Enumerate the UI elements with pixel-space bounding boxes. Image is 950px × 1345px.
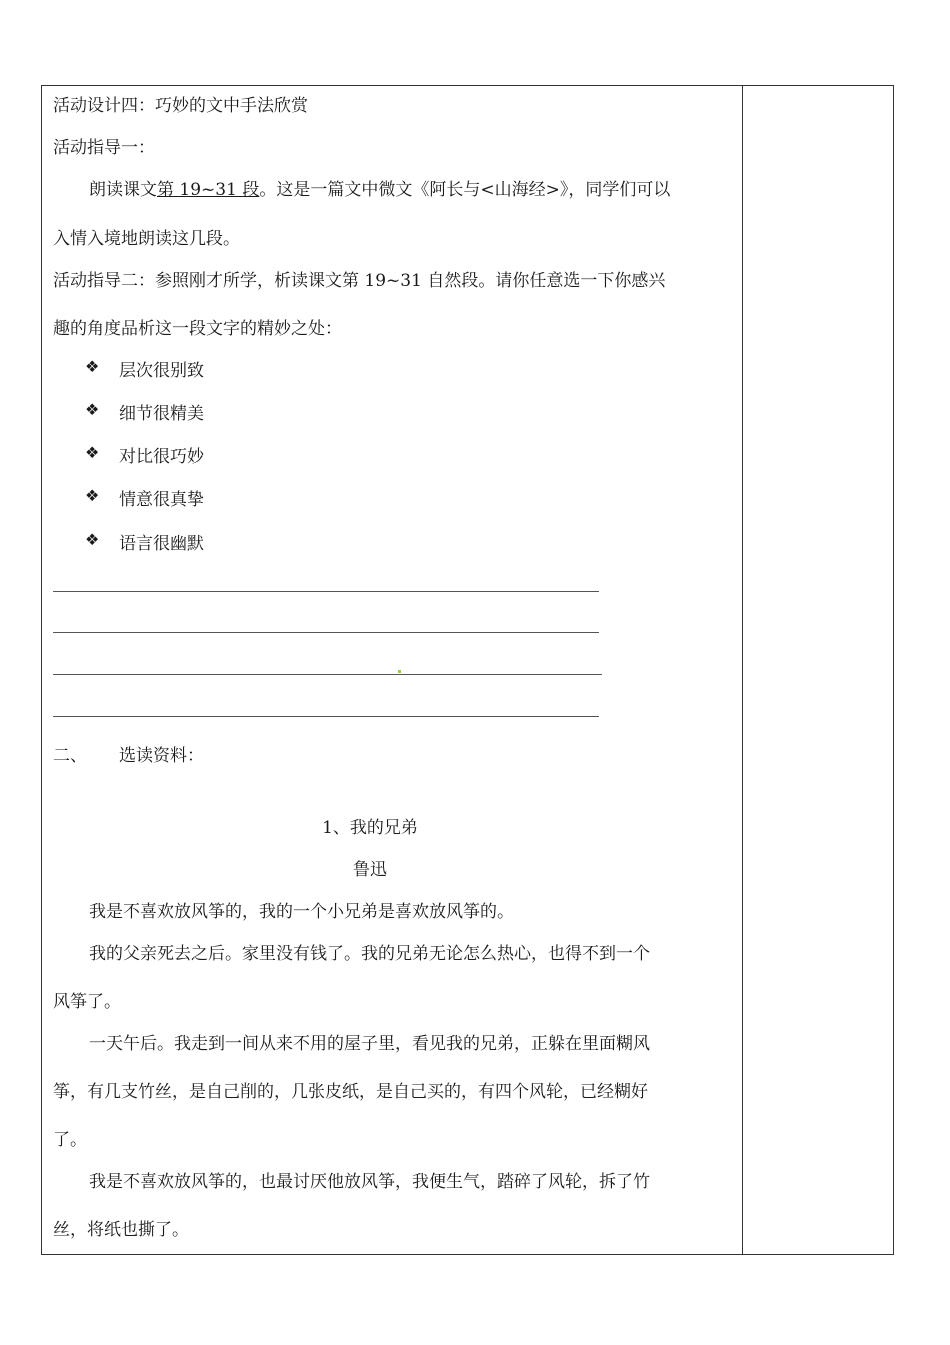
answer-line: [53, 632, 599, 633]
guide2-line1: 活动指导二：参照刚才所学，析读课文第 19~31 自然段。请你任意选一下你感兴: [53, 271, 666, 291]
answer-line: [53, 674, 602, 675]
reading-title: 1、我的兄弟: [322, 818, 418, 838]
bullet-item: 层次很别致: [119, 361, 204, 381]
reading-author: 鲁迅: [353, 860, 387, 880]
bullet-icon: ❖: [85, 530, 100, 549]
bullet-icon: ❖: [85, 357, 100, 376]
guide1-post: 。这是一篇文中微文《阿长与<山海经>》，同学们可以: [259, 180, 671, 200]
guide1-pre: 朗读课文: [89, 180, 157, 200]
answer-line: [53, 716, 599, 717]
paragraph-range: 第 19~31 段: [157, 180, 260, 200]
bullet-item: 情意很真挚: [119, 490, 204, 510]
bullet-icon: ❖: [85, 400, 100, 419]
reading-p2-line1: 我的父亲死去之后。家里没有钱了。我的兄弟无论怎么热心，也得不到一个: [89, 944, 650, 964]
bullet-icon: ❖: [85, 443, 100, 462]
section2-number: 二、: [53, 746, 87, 766]
answer-line: [53, 591, 599, 592]
guide1-label: 活动指导一：: [53, 138, 155, 158]
reading-p4-line1: 我是不喜欢放风筝的，也最讨厌他放风筝，我便生气，踏碎了风轮，拆了竹: [89, 1172, 650, 1192]
reading-p4-line2: 丝，将纸也撕了。: [53, 1220, 189, 1240]
reading-p2-line2: 风筝了。: [53, 992, 121, 1012]
section2-title: 选读资料：: [119, 746, 204, 766]
guide2-line2: 趣的角度品析这一段文字的精妙之处：: [53, 319, 342, 339]
reading-p3-line3: 了。: [53, 1130, 87, 1150]
bullet-item: 细节很精美: [119, 404, 204, 424]
bullet-item: 对比很巧妙: [119, 447, 204, 467]
guide1-line1: [89, 175, 670, 200]
reading-p3-line1: 一天午后。我走到一间从来不用的屋子里，看见我的兄弟，正躲在里面糊风: [89, 1034, 650, 1054]
reading-p1: 我是不喜欢放风筝的，我的一个小兄弟是喜欢放风筝的。: [89, 902, 514, 922]
column-divider: [742, 85, 743, 1255]
bullet-icon: ❖: [85, 486, 100, 505]
bullet-item: 语言很幽默: [119, 534, 204, 554]
activity-heading: 活动设计四：巧妙的文中手法欣赏: [53, 96, 308, 116]
stray-dot: [398, 670, 401, 673]
reading-p3-line2: 筝，有几支竹丝，是自己削的，几张皮纸，是自己买的，有四个风轮，已经糊好: [53, 1082, 648, 1102]
guide1-line2: 入情入境地朗读这几段。: [53, 229, 240, 249]
